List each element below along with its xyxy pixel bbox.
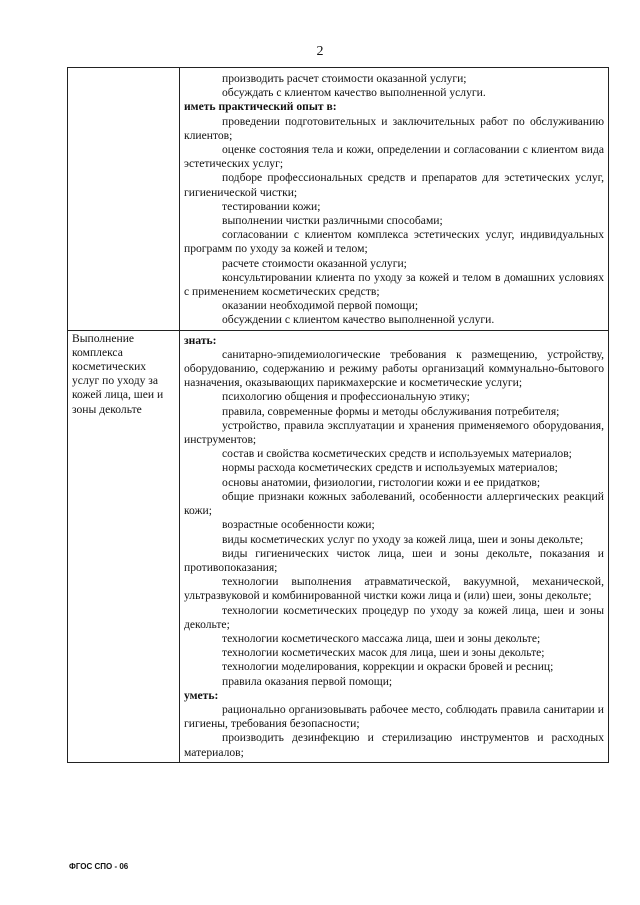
- page-number: 2: [316, 44, 324, 59]
- list-item: обсуждать с клиентом качество выполненной услуги.: [222, 86, 486, 100]
- list-item: оценке состояния тела и кожи, определении и согласовании с клиентом вида эстетических услуг;: [184, 143, 604, 171]
- section-heading: знать:: [184, 333, 217, 347]
- list-item: технологии моделирования, коррекции и окраски бровей и ресниц;: [222, 660, 554, 674]
- list-item: возрастные особенности кожи;: [222, 518, 375, 532]
- list-item: обсуждении с клиентом качество выполненной услуги.: [222, 313, 495, 327]
- list-item: расчете стоимости оказанной услуги;: [222, 256, 407, 270]
- list-item: подборе профессиональных средств и препаратов для эстетических услуг, гигиенической чистки;: [184, 171, 604, 199]
- competency-cell: [68, 68, 180, 331]
- list-item: виды гигиенических чисток лица, шеи и зоны декольте, показания и противопоказания;: [184, 546, 604, 574]
- competency-title-line: зоны декольте: [72, 402, 142, 416]
- footer-code: ФГОС СПО - 06: [69, 862, 129, 871]
- list-item: рационально организовывать рабочее место, соблюдать правила санитарии и гигиены, требования безопасности;: [184, 702, 604, 731]
- list-item: устройство, правила эксплуатации и хранения применяемого оборудования, инструментов;: [184, 418, 604, 447]
- list-item: виды косметических услуг по уходу за кожей лица, шеи и зоны декольте;: [222, 532, 584, 546]
- list-item: проведении подготовительных и заключительных работ по обслуживанию клиентов;: [184, 114, 604, 142]
- list-item: выполнении чистки различными способами;: [222, 214, 443, 228]
- list-item: технологии косметического массажа лица, шеи и зоны декольте;: [222, 631, 541, 645]
- list-item: согласовании с клиентом комплекса эстетических услуг, индивидуальных программ по уходу за кожей и телом;: [184, 228, 604, 256]
- list-item: правила оказания первой помощи;: [222, 674, 393, 688]
- list-item: тестировании кожи;: [222, 199, 321, 213]
- competency-title-line: кожей лица, шеи и: [72, 388, 164, 402]
- competency-title-line: Выполнение: [72, 331, 135, 345]
- list-item: технологии выполнения атравматической, вакуумной, механической, ультразвуковой и комбинированной чистки кожи лица и (или) шеи, зоны декольте;: [184, 575, 604, 603]
- competency-title-line: комплекса: [72, 345, 123, 359]
- list-item: правила, современные формы и методы обслуживания потребителя;: [222, 404, 560, 418]
- requirements-cell: [180, 330, 609, 762]
- list-item: состав и свойства косметических средств и используемых материалов;: [222, 447, 572, 461]
- table-row: [68, 68, 609, 331]
- list-item: нормы расхода косметических средств и используемых материалов;: [222, 461, 558, 475]
- competency-title-line: услуг по уходу за: [72, 374, 159, 388]
- table-row: [68, 330, 609, 762]
- list-item: основы анатомии, физиологии, гистологии кожи и ее придатков;: [222, 475, 541, 489]
- requirements-cell: [180, 68, 609, 331]
- list-item: оказании необходимой первой помощи;: [222, 299, 419, 313]
- list-item: психологию общения и профессиональную этику;: [222, 390, 470, 404]
- list-item: технологии косметических процедур по уходу за кожей лица, шеи и зоны декольте;: [184, 603, 604, 631]
- list-item: производить расчет стоимости оказанной услуги;: [222, 72, 467, 85]
- competency-title: [72, 332, 175, 417]
- requirements-list: [184, 334, 604, 760]
- requirements-list: [184, 72, 604, 328]
- section-heading: иметь практический опыт в:: [184, 100, 337, 114]
- list-item: технологии косметических масок для лица, шеи и зоны декольте;: [222, 646, 545, 660]
- standard-table: [67, 67, 609, 763]
- list-item: общие признаки кожных заболеваний, особенности аллергических реакций кожи;: [184, 489, 604, 518]
- list-item: производить дезинфекцию и стерилизацию инструментов и расходных материалов;: [184, 731, 604, 759]
- list-item: санитарно-эпидемиологические требования к размещению, устройству, оборудованию, содержанию и режиму работы организаций коммунально-бытового назначения, оказывающих парикмахерские и косметические услуги;: [184, 347, 604, 390]
- competency-cell: [68, 330, 180, 762]
- section-heading: уметь:: [184, 688, 219, 702]
- competency-title-line: косметических: [72, 360, 147, 374]
- list-item: консультировании клиента по уходу за кожей и телом в домашних условиях с применением косметических средств;: [184, 270, 604, 299]
